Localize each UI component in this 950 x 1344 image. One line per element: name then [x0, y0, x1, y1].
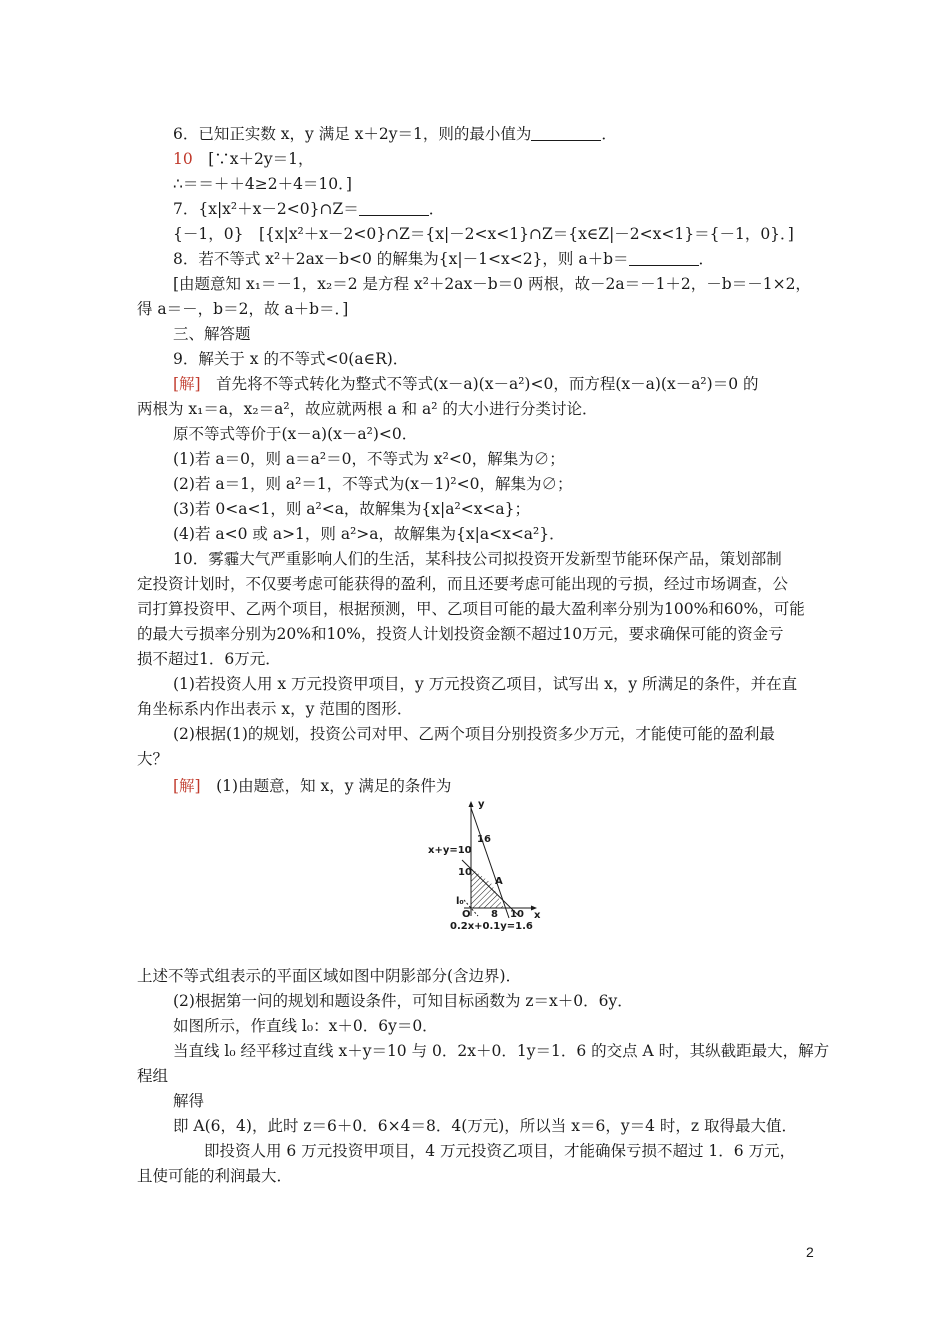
- text-line: [173, 1014, 438, 1038]
- text-line: [137, 397, 597, 421]
- text-line: [173, 322, 251, 346]
- text-segment: 程组: [137, 1067, 169, 1085]
- text-segment: ．: [698, 250, 715, 268]
- text-segment: [∵x＋2y＝1，: [192, 150, 314, 168]
- text-segment: 当直线 l₀ 经平移过直线 x＋y＝10 与 0．2x＋0．1y＝1．6 的交点 A 时，其纵截距最大，解方: [173, 1042, 830, 1060]
- text-line: [173, 222, 794, 246]
- text-segment: 上述不等式组表示的平面区域如图中阴影部分(含边界)．: [137, 967, 522, 985]
- line-label-budget: 0.2x+0.1y=1.6: [450, 921, 533, 932]
- l0-label: l₀: [456, 896, 464, 907]
- answer-marker: [解]: [173, 777, 201, 795]
- text-line: [173, 1089, 204, 1113]
- text-segment: 首先将不等式转化为整式不等式(x－a)(x－a²)<0，而方程(x－a)(x－a²)＝0 的: [200, 375, 759, 393]
- text-line: [173, 1114, 797, 1138]
- y-axis-arrow: [469, 801, 474, 807]
- text-segment: ．: [428, 200, 445, 218]
- tick-10-x: 10: [510, 909, 524, 920]
- answer-marker: [解]: [173, 375, 201, 393]
- tick-8-x: 8: [491, 909, 498, 920]
- x-axis-label: x: [534, 910, 541, 921]
- text-segment: 7．{x|x²＋x－2<0}∩Z＝: [173, 200, 359, 218]
- text-segment: (1)若投资人用 x 万元投资甲项目，y 万元投资乙项目，试写出 x，y 所满足的条件，并在直: [173, 675, 798, 693]
- text-line: [173, 1039, 829, 1063]
- text-line: [173, 122, 617, 146]
- text-line: [137, 964, 521, 988]
- linear-programming-figure: [424, 798, 564, 938]
- text-segment: 解得: [173, 1092, 205, 1110]
- text-segment: 6．已知正实数 x，y 满足 x＋2y＝1，则的最小值为: [173, 125, 532, 143]
- text-line: [173, 422, 417, 446]
- text-segment: (2)根据(1)的规划，投资公司对甲、乙两个项目分别投资多少万元，才能使可能的盈利最: [173, 725, 775, 743]
- text-segment: 司打算投资甲、乙两个项目，根据预测，甲、乙项目可能的最大盈利率分别为100%和60%，可能: [137, 600, 805, 618]
- y-axis-label: y: [478, 799, 485, 810]
- text-segment: 如图所示，作直线 l₀：x＋0．6y＝0．: [173, 1017, 438, 1035]
- text-segment: 原不等式等价于(x－a)(x－a²)<0．: [173, 425, 418, 443]
- text-segment: (2)若 a＝1，则 a²＝1，不等式为(x－1)²<0，解集为∅；: [173, 475, 573, 493]
- text-line: [173, 497, 530, 521]
- text-line: [137, 647, 281, 671]
- text-segment: 9．解关于 x 的不等式<0(a∈R)．: [173, 350, 409, 368]
- text-line: [173, 247, 714, 271]
- answer-blank: [531, 124, 601, 141]
- text-line: [173, 172, 352, 196]
- text-line: [173, 774, 451, 798]
- text-segment: 且使可能的利润最大．: [137, 1167, 293, 1185]
- text-segment: (1)若 a＝0，则 a＝a²＝0，不等式为 x²<0，解集为∅；: [173, 450, 565, 468]
- text-segment: [由题意知 x₁＝－1，x₂＝2 是方程 x²＋2ax－b＝0 两根，故－2a＝－1＋2，－b＝－1×2，: [173, 275, 811, 293]
- origin-label: O: [462, 909, 471, 920]
- text-line: [173, 447, 565, 471]
- text-segment: 两根为 x₁＝a，x₂＝a²，故应就两根 a 和 a² 的大小进行分类讨论．: [137, 400, 598, 418]
- tick-16: 16: [477, 834, 491, 845]
- text-segment: 三、解答题: [173, 325, 251, 343]
- text-line: [173, 147, 314, 171]
- text-line: [137, 1064, 168, 1088]
- text-line: [173, 372, 758, 396]
- text-segment: 得 a＝－，b＝2，故 a＋b＝．]: [137, 300, 349, 318]
- line-label-x-plus-y: x+y=10: [428, 845, 472, 856]
- text-segment: 10．雾霾大气严重影响人们的生活，某科技公司拟投资开发新型节能环保产品，策划部制: [173, 550, 782, 568]
- text-line: [137, 572, 788, 596]
- text-line: [173, 989, 633, 1013]
- text-line: [173, 1139, 795, 1163]
- answer-blank: [629, 249, 699, 266]
- text-line: [137, 597, 805, 621]
- text-line: [173, 722, 775, 746]
- text-segment: 损不超过1．6万元．: [137, 650, 281, 668]
- page-number: 2: [806, 1244, 814, 1260]
- text-line: [173, 272, 811, 296]
- tick-10-y: 10: [458, 867, 472, 878]
- answer-marker: 10: [173, 150, 193, 168]
- text-segment: {－1，0} [{x|x²＋x－2<0}∩Z＝{x|－2<x<1}∩Z＝{x∈Z|－2<x<1}＝{－1，0}．]: [173, 225, 794, 243]
- text-segment: (2)根据第一问的规划和题设条件，可知目标函数为 z＝x＋0．6y．: [173, 992, 633, 1010]
- text-segment: (3)若 0<a<1，则 a²<a，故解集为{x|a²<x<a}；: [173, 500, 531, 518]
- text-segment: ．: [601, 125, 617, 143]
- text-segment: 的最大亏损率分别为20%和10%，投资人计划投资金额不超过10万元，要求确保可能的资金亏: [137, 625, 784, 643]
- text-segment: (1)由题意，知 x，y 满足的条件为: [200, 777, 452, 795]
- text-segment: (4)若 a<0 或 a>1，则 a²>a，故解集为{x|a<x<a²}．: [173, 525, 565, 543]
- text-segment: 即投资人用 6 万元投资甲项目，4 万元投资乙项目，才能确保亏损不超过 1．6 万元，: [173, 1142, 796, 1160]
- text-line: [137, 1164, 292, 1188]
- text-line: [173, 472, 573, 496]
- text-segment: ∴＝＝＋＋4≥2＋4＝10．]: [173, 175, 352, 193]
- text-line: [173, 522, 565, 546]
- text-segment: 大？: [137, 750, 169, 768]
- text-line: [173, 547, 782, 571]
- text-line: [137, 697, 412, 721]
- text-segment: 8．若不等式 x²＋2ax－b<0 的解集为{x|－1<x<2}，则 a＋b＝: [173, 250, 629, 268]
- text-line: [137, 297, 348, 321]
- text-segment: 角坐标系内作出表示 x，y 范围的图形．: [137, 700, 413, 718]
- text-line: [173, 672, 797, 696]
- point-a-label: A: [495, 876, 503, 887]
- answer-blank: [359, 199, 429, 216]
- text-line: [137, 622, 784, 646]
- text-segment: 定投资计划时，不仅要考虑可能获得的盈利，而且还要考虑可能出现的亏损，经过市场调查，公: [137, 575, 789, 593]
- text-line: [173, 197, 444, 221]
- text-segment: 即 A(6，4)，此时 z＝6＋0．6×4＝8．4(万元)，所以当 x＝6，y＝4 时，z 取得最大值．: [173, 1117, 797, 1135]
- text-line: [173, 347, 408, 371]
- text-line: [137, 747, 168, 771]
